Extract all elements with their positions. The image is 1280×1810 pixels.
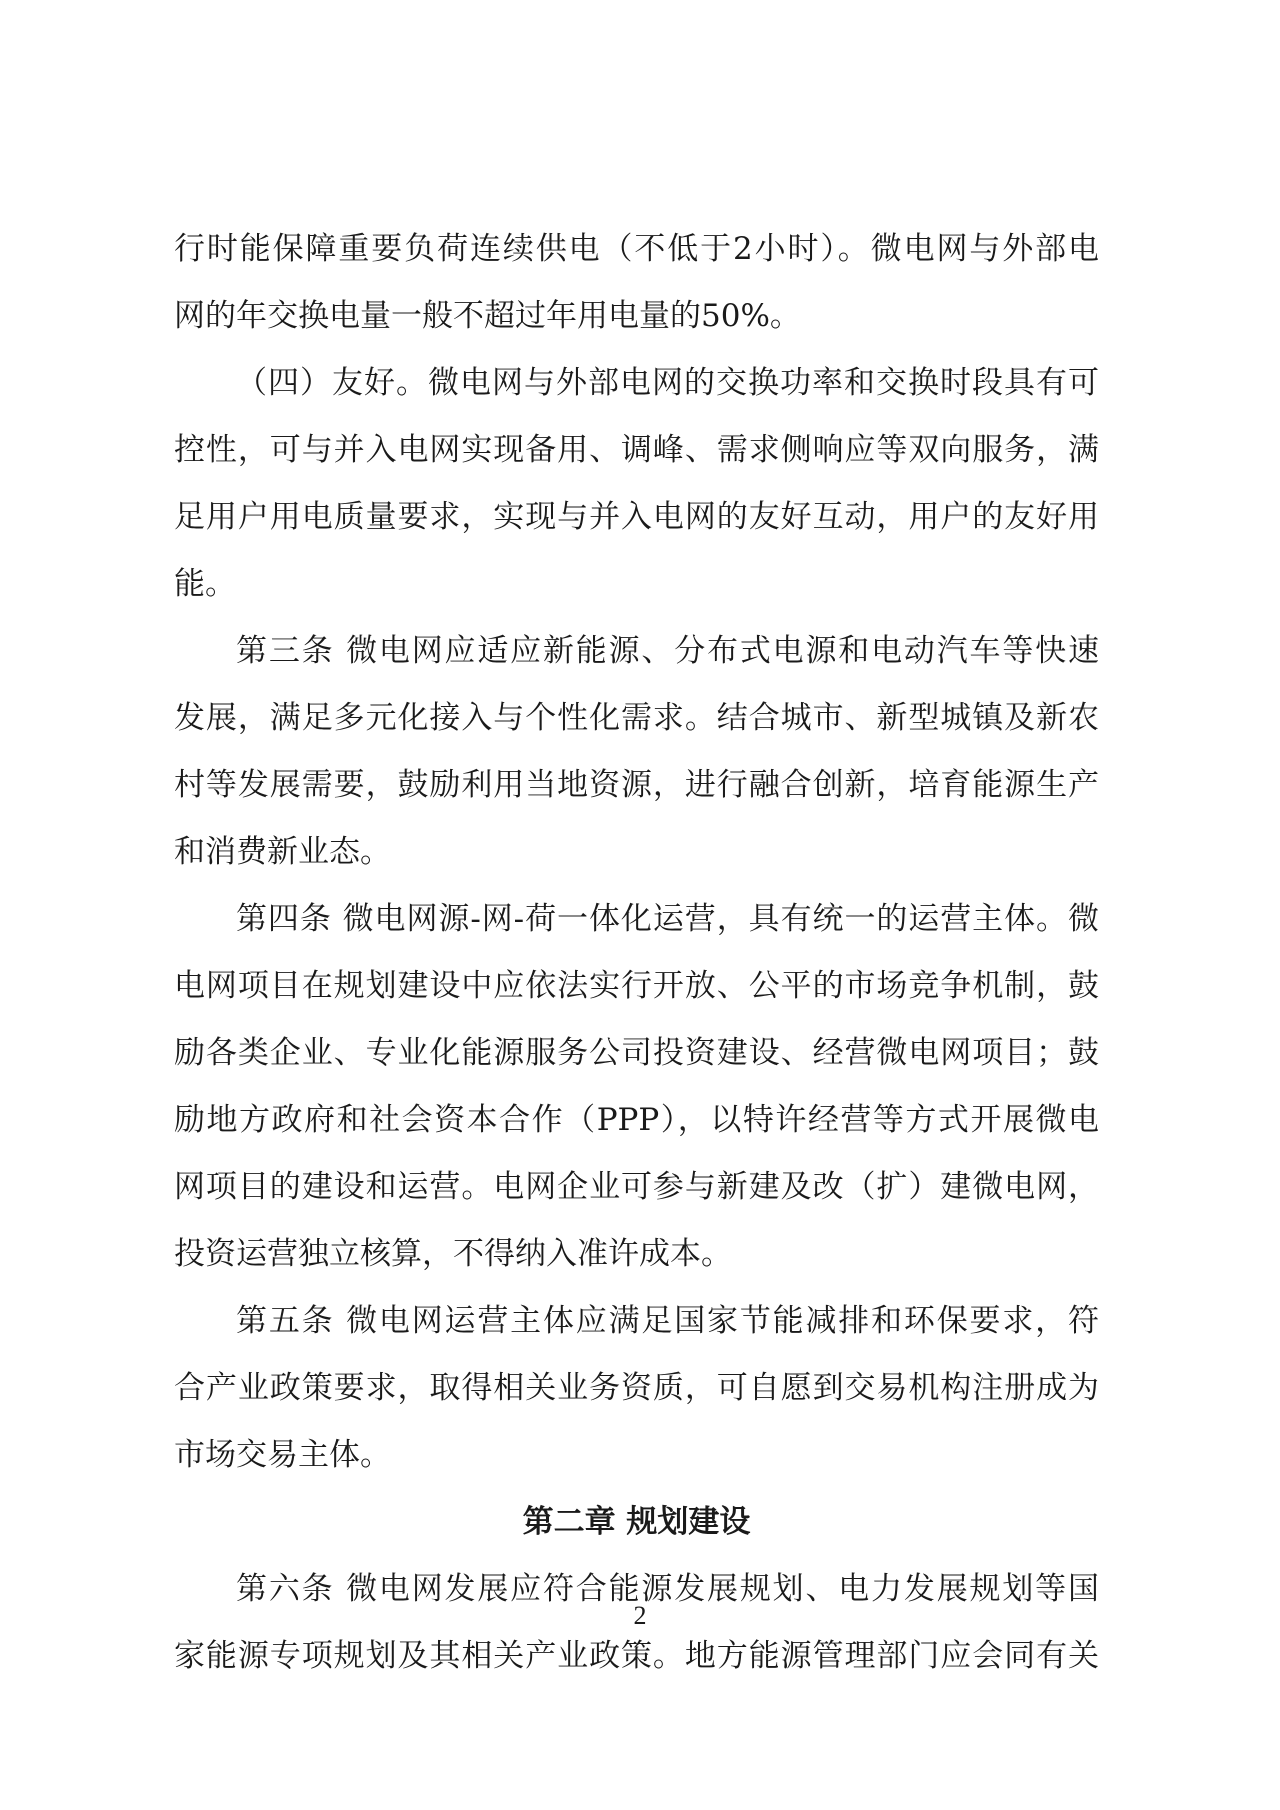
document-body bbox=[174, 216, 1099, 1690]
text-line: 行时能保障重要负荷连续供电（不低于2小时）。微电网与外部电 bbox=[174, 231, 1099, 267]
text-line: 家能源专项规划及其相关产业政策。地方能源管理部门应会同有关 bbox=[174, 1638, 1099, 1674]
article-5 bbox=[174, 1288, 1099, 1489]
text-line: 发展，满足多元化接入与个性化需求。结合城市、新型城镇及新农 bbox=[174, 700, 1099, 736]
text-line: 能。 bbox=[174, 566, 236, 602]
text-line: 第四条 微电网源-网-荷一体化运营，具有统一的运营主体。微 bbox=[236, 901, 1099, 937]
paragraph-friendly bbox=[174, 350, 1099, 618]
text-line: 村等发展需要，鼓励利用当地资源，进行融合创新，培育能源生产 bbox=[174, 767, 1099, 803]
text-line: 励地方政府和社会资本合作（PPP），以特许经营等方式开展微电 bbox=[174, 1102, 1099, 1138]
text-line: 市场交易主体。 bbox=[174, 1437, 391, 1473]
text-line: 和消费新业态。 bbox=[174, 834, 391, 870]
text-line: 第三条 微电网应适应新能源、分布式电源和电动汽车等快速 bbox=[236, 633, 1099, 669]
page-number: 2 bbox=[633, 1601, 647, 1630]
text-line: 控性，可与并入电网实现备用、调峰、需求侧响应等双向服务，满 bbox=[174, 432, 1099, 468]
text-line: 网的年交换电量一般不超过年用电量的50%。 bbox=[174, 298, 801, 334]
text-line: 励各类企业、专业化能源服务公司投资建设、经营微电网项目；鼓 bbox=[174, 1035, 1099, 1071]
chapter-heading: 第二章 规划建设 bbox=[522, 1504, 751, 1540]
text-line: 网项目的建设和运营。电网企业可参与新建及改（扩）建微电网， bbox=[174, 1169, 1099, 1205]
text-line: （四）友好。微电网与外部电网的交换功率和交换时段具有可 bbox=[236, 365, 1099, 401]
paragraph-continuation bbox=[174, 216, 1099, 350]
text-line: 第五条 微电网运营主体应满足国家节能减排和环保要求，符 bbox=[236, 1303, 1099, 1339]
text-line: 足用户用电质量要求，实现与并入电网的友好互动，用户的友好用 bbox=[174, 499, 1099, 535]
article-4 bbox=[174, 886, 1099, 1288]
text-line: 投资运营独立核算，不得纳入准许成本。 bbox=[174, 1236, 732, 1272]
text-line: 第六条 微电网发展应符合能源发展规划、电力发展规划等国 bbox=[236, 1571, 1099, 1607]
article-3 bbox=[174, 618, 1099, 886]
text-line: 电网项目在规划建设中应依法实行开放、公平的市场竞争机制，鼓 bbox=[174, 968, 1099, 1004]
text-line: 合产业政策要求，取得相关业务资质，可自愿到交易机构注册成为 bbox=[174, 1370, 1099, 1406]
